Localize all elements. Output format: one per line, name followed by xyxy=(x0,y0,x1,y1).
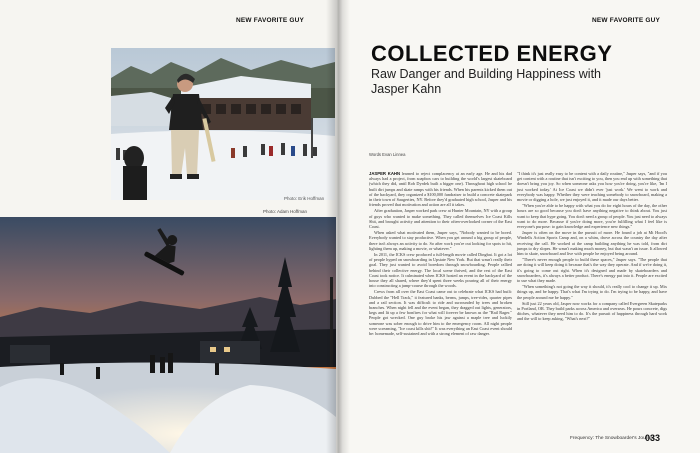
paragraph: After graduation, Jasper worked park crew at Hunter Mountain, NY with a group of guys who wanted to make something. They called themselves Ice Coast Kills Shit, and brought activity and attention to their often-overlooked corner of the East Coast. xyxy=(369,208,512,230)
paragraph: Jasper is often on the move in the pursuit of more. He found a job at Mt Hood's Windells Action Sports Camp and, on a whim, drove across the country the day after receiving the call. He worked at the camp building anything he was told, from dirt jumps to dry slopes. He wasn't making much money, but that wasn't an issue. It allowed him to skate, snowboard and live with people he enjoyed being around. xyxy=(517,230,667,257)
section-head-right: NEW FAVORITE GUY xyxy=(592,17,661,24)
paragraph: Still just 22 years old, Jasper now works for a company called Evergreen Skateparks in Portland, OR. They build parks across America and overseas. He pours concrete, digs ditches, whatever they need him to do. It's the pursuit of happiness through hard work and the will to keep asking, "What's next?" xyxy=(517,300,667,322)
photo-credit-bottom: Photo: Adam Hoffman xyxy=(263,209,307,214)
section-head-left: NEW FAVORITE GUY xyxy=(236,17,305,24)
paragraph xyxy=(369,171,512,207)
paragraph: "When something's not going the way it should, it's really cool to change it up. Mix things up, and be happy. That's what I'm trying to do. I'm trying to be happy, and have the people around me be happy." xyxy=(517,284,667,300)
paragraph: When asked what motivated them, Jasper says, "Nobody wanted to be bored. Everybody wanted to stay productive. When you get around a big group of people, there isn't always an activity to do. So after work you're out looking for spots to hit, lighting them up, making a movie, or whatever." xyxy=(369,230,512,251)
article-column-2 xyxy=(517,171,667,323)
photo-credit-top: Photo: Erik Hoffman xyxy=(284,196,325,201)
article-subtitle: Raw Danger and Building Happiness with Jasper Kahn xyxy=(371,67,601,96)
photo-night-jump xyxy=(0,217,336,453)
paragraph: "When you're able to be happy with what you do for eight hours of the day, the other hours are so good because you don't have anything negative to think about. You just want to keep that hype going. You don't need a group of people. You just need to always want to do more. Because if you're doing more, you're fulfilling what I feel like is everyone's purpose: to gain knowledge and experience new things." xyxy=(517,203,667,230)
article-column-1 xyxy=(369,171,512,337)
portrait-photo-illustration xyxy=(111,48,335,200)
night-jump-illustration xyxy=(0,217,336,453)
left-page xyxy=(0,0,338,453)
paragraph: "I think it's just really easy to be content with a daily routine," Jasper says, "and if you get content with a routine that isn't exciting to you, then you end up with something that doesn't bring you joy. So when someone asks you how you're doing, you're like, 'Im I just worked today.' At Ice Coast we didn't ever 'just work.' We went to work and everybody was happy. Whether they were teaching somebody to snowboard, making a movie or digging a hole, we just enjoyed it, and it made our days better. xyxy=(517,171,667,203)
paragraph: Crews from all over the East Coast came out to celebrate what ICKS had built: Dubbed the "Hell Track," it featured banks, berms, jumps, tree-rides, quarter pipes and a rail section. It was difficult to ride and surrounded by trees and broken branches. When night fell and the event began, they dragged out lights, generators, kegs and lit up a few bonfires for what will forever be known as the "Rail Rager." People got wrecked. One guy broke his jaw against a maple tree and luckily someone was sober enough to drive him to the emergency room. All night people were screaming, "Ice coast kills shit!" It was everything an East Coast event should be: homemade, self-sustained and with a strong element of raw danger. xyxy=(369,289,512,337)
paragraph: "There's never enough people to build these spaces," Jasper says. "The people that are doing it will keep doing it because that's the way they operate. And if we're doing it, it's going to come out right. When it's designed and made by skateboarders and snowboarders, it's always a better product. There's energy put into it. People are excited to use what they made. xyxy=(517,257,667,284)
article-title: COLLECTED ENERGY xyxy=(371,41,613,66)
photo-snowboarder-portrait xyxy=(111,48,335,200)
running-footer: Frequency: The Snowboarder's Journal xyxy=(570,436,654,441)
paragraph-text: learned to reject complacency at an early age. He and his dad always had a project, from soapbox cars to building the world's largest skateboard (which they did, until Rob Dyrdek built a bigger one). Throughout high school he built dirt jumps and skate ramps with his friends. When his parents kicked them out of the backyard, they organized a $100,000 fundraiser to build a concrete skatepark in their town of Saugerties, NY. Before they'd graduated high school, Jasper and his friends proved that motivation and action are all it takes. xyxy=(369,171,513,208)
paragraph: In 2011, the ICKS crew produced a full-length movie called Dingbat. It got a lot of people hyped on snowboarding in Upstate New York. But that wasn't really their goal. They just wanted to avoid boredom through snowboarding. People rallied behind their collective energy. The local scene thrived, and the rest of the East Coast took notice. It culminated when ICKS hosted an event in the backyard of the house they all shared, where they'd spent three weeks pouring all of their energy into constructing a jump-course through the woods. xyxy=(369,252,512,289)
byline: Words Evan Linnea xyxy=(369,152,406,157)
lead-in: JASPER KAHN xyxy=(369,171,401,176)
page-number: 033 xyxy=(645,433,661,443)
